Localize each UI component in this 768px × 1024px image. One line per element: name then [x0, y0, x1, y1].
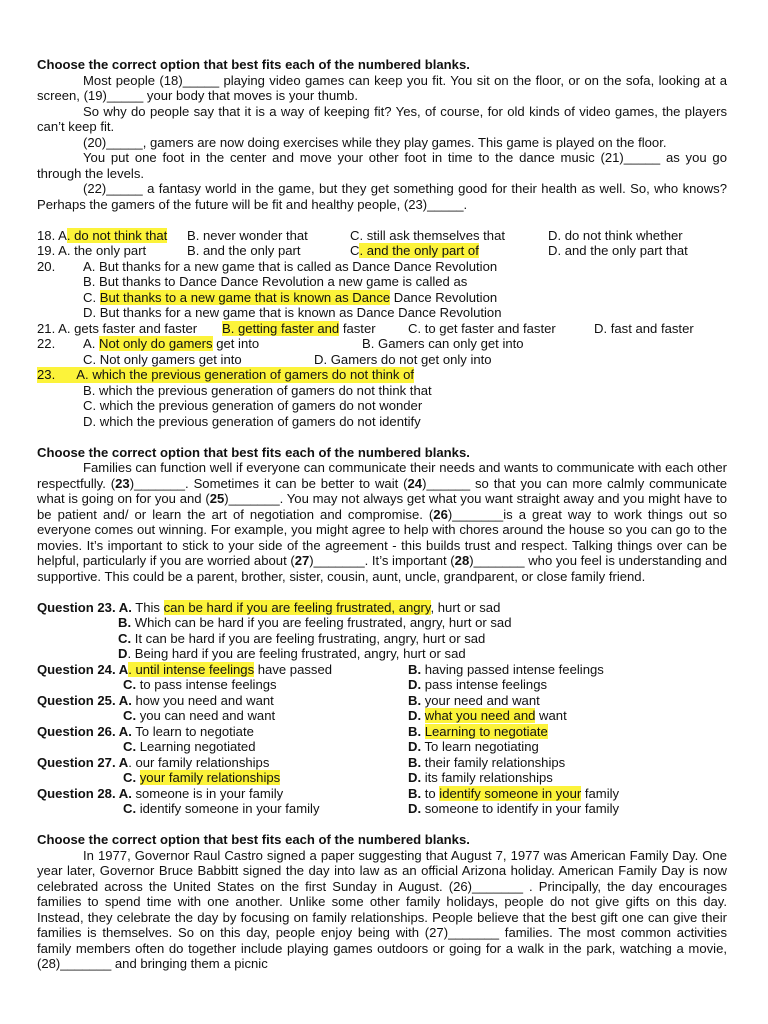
- option-2-27-b: B. their family relationships: [408, 754, 566, 770]
- option-19-c: C. and the only part of: [350, 243, 479, 258]
- option-23-a: 23. A. which the previous generation of gamers do not think of: [37, 367, 415, 382]
- option-2-23-d: D. Being hard if you are feeling frustrated, angry, hurt or sad: [118, 646, 466, 661]
- question-22-number: 22.: [37, 336, 56, 351]
- option-22-b: B. Gamers can only get into: [362, 336, 524, 351]
- question-18: [37, 228, 727, 244]
- option-19-b: B. and the only part: [187, 243, 301, 258]
- option-2-26-c: C. Learning negotiated: [123, 739, 256, 754]
- option-23-b: B. which the previous generation of gamers do not think that: [83, 382, 432, 398]
- question-22: [37, 336, 727, 352]
- question-19: [37, 243, 727, 259]
- section-2-heading: Choose the correct option that best fits each of the numbered blanks.: [37, 444, 470, 460]
- option-2-23-c: C. It can be hard if you are feeling frustrating, angry, hurt or sad: [118, 630, 486, 646]
- option-20-d: D. But thanks for a new game that is known as Dance Dance Revolution: [83, 305, 502, 320]
- option-22-c: C. Not only gamers get into: [83, 351, 242, 367]
- option-18-a: 18. A. do not think that: [37, 227, 168, 243]
- section-1-paragraph-1: Most people (18)_____ playing video games can keep you fit. You sit on the floor, or on the sofa, looking at a screen, (19)_____ your body that moves is your thumb.: [37, 72, 727, 103]
- option-2-28-c: C. identify someone in your family: [123, 801, 320, 816]
- option-22-a: A. Not only do gamers get into: [83, 336, 260, 351]
- question-21: [37, 321, 727, 337]
- option-2-26-b: B. Learning to negotiate: [408, 723, 548, 739]
- section-1-paragraph-5: (22)_____ a fantasy world in the game, but they get something good for their health as well. So, who knows? Perhaps the gamers of the future will be fit and healthy people, (23)_____.: [37, 181, 727, 212]
- section-3-paragraph: In 1977, Governor Raul Castro signed a paper suggesting that August 7, 1977 was American Family Day. One year later, Governor Bruce Babbitt signed the day into law as an official Arizona holiday. American Family Day is now celebrated across the United States on the first Sunday in August. (26)_______ . Principally, the day encourages families to spend time with one another. Unlike some other family holidays, people do not give gifts on this day. Instead, they celebrate the day by focusing on family relationships. People believe that the best gift one can give their families is themselves. So on this day, people enjoy being with (27)_______ families. The most common activities family members often do together include playing games outdoors or going for a walk in the park, watching a movie, (28)_______ and bringing them a picnic: [37, 847, 727, 971]
- option-2-27-d: D. its family relationships: [408, 770, 553, 785]
- option-18-d: D. do not think whether: [548, 227, 683, 243]
- option-23-d: D. which the previous generation of gamers do not identify: [83, 413, 421, 429]
- option-2-26-d: D. To learn negotiating: [408, 739, 539, 754]
- option-2-25-c: C. you can need and want: [123, 708, 276, 723]
- section-1-paragraph-4: You put one foot in the center and move your other foot in time to the dance music (21)_____ as you go through the levels.: [37, 150, 727, 181]
- option-18-b: B. never wonder that: [187, 227, 308, 243]
- section-3-heading: Choose the correct option that best fits each of the numbered blanks.: [37, 832, 470, 847]
- question-2-25: Question 25. A. how you need and want B. your need and want: [37, 692, 540, 708]
- section-1-paragraph-3: (20)_____, gamers are now doing exercises while they play games. This game is played on the floor.: [83, 134, 667, 150]
- option-21-b: B. getting faster and faster: [222, 320, 376, 336]
- option-23-c: C. which the previous generation of gamers do not wonder: [83, 398, 423, 413]
- option-21-c: C. to get faster and faster: [408, 320, 556, 336]
- option-2-28-b: B. to identify someone in your family: [408, 785, 620, 801]
- option-20-c: C. But thanks to a new game that is known as Dance Dance Revolution: [83, 289, 498, 305]
- worksheet-page: [37, 57, 727, 972]
- question-2-24: Question 24. A. until intense feelings have passed B. having passed intense feelings: [37, 661, 604, 677]
- option-19-d: D. and the only part that: [548, 243, 688, 258]
- question-2-23: Question 23. A. This can be hard if you are feeling frustrated, angry, hurt or sad: [37, 599, 501, 615]
- option-2-23-b: B. Which can be hard if you are feeling frustrated, angry, hurt or sad: [118, 615, 512, 630]
- option-2-24-b: B. having passed intense feelings: [408, 661, 604, 677]
- section-2-paragraph: Families can function well if everyone can communicate their needs and wants to communicate with each other respectfully. (23)_______. Sometimes it can be better to wait (24)______ so that you can more calmly communicate what is going on for you and (25)_______. You may not always get what you want straight away and you might have to be patient and/ or learn the art of negotiation and compromise. (26)_______is a great way to work things out so everyone comes out winning. For example, you might agree to help with chores around the house so you can go to the movies. It’s important to stick to your side of the agreement - this builds trust and respect. Talking things over can be helpful, particularly if you are worried about (27)_______. It’s important (28)_______ who you feel is understanding and supportive. This could be a parent, brother, sister, cousin, aunt, uncle, grandparent, or close family friend.: [37, 460, 727, 584]
- option-20-b: B. But thanks to Dance Dance Revolution a new game is called as: [83, 274, 468, 289]
- section-1-heading: Choose the correct option that best fits each of the numbered blanks.: [37, 57, 470, 72]
- option-19-a: 19. A. the only part: [37, 243, 147, 258]
- option-2-25-b: B. your need and want: [408, 692, 540, 708]
- question-2-26: Question 26. A. To learn to negotiate B. Learning to negotiate: [37, 723, 548, 739]
- question-20-number: 20.: [37, 258, 56, 274]
- option-2-27-c: C. your family relationships: [123, 770, 281, 785]
- option-20-a: A. But thanks for a new game that is called as Dance Dance Revolution: [83, 258, 498, 274]
- question-2-28: Question 28. A. someone is in your family B. to identify someone in your family: [37, 785, 620, 801]
- option-2-24-c: C. to pass intense feelings: [123, 677, 277, 692]
- question-23: [37, 367, 727, 383]
- option-21-a: 21. A. gets faster and faster: [37, 320, 198, 336]
- option-18-c: C. still ask themselves that: [350, 227, 505, 243]
- question-22-row-2: [37, 352, 727, 368]
- question-20: [37, 259, 727, 275]
- option-2-25-d: D. what you need and want: [408, 708, 567, 723]
- section-1-paragraph-2: So why do people say that it is a way of keeping fit? Yes, of course, for old kinds of video games, the players can’t keep fit.: [37, 103, 727, 134]
- option-2-24-d: D. pass intense feelings: [408, 677, 548, 692]
- question-2-27: Question 27. A. our family relationships B. their family relationships: [37, 754, 566, 770]
- option-22-d: D. Gamers do not get only into: [314, 351, 492, 367]
- option-2-28-d: D. someone to identify in your family: [408, 801, 620, 816]
- option-21-d: D. fast and faster: [594, 320, 694, 336]
